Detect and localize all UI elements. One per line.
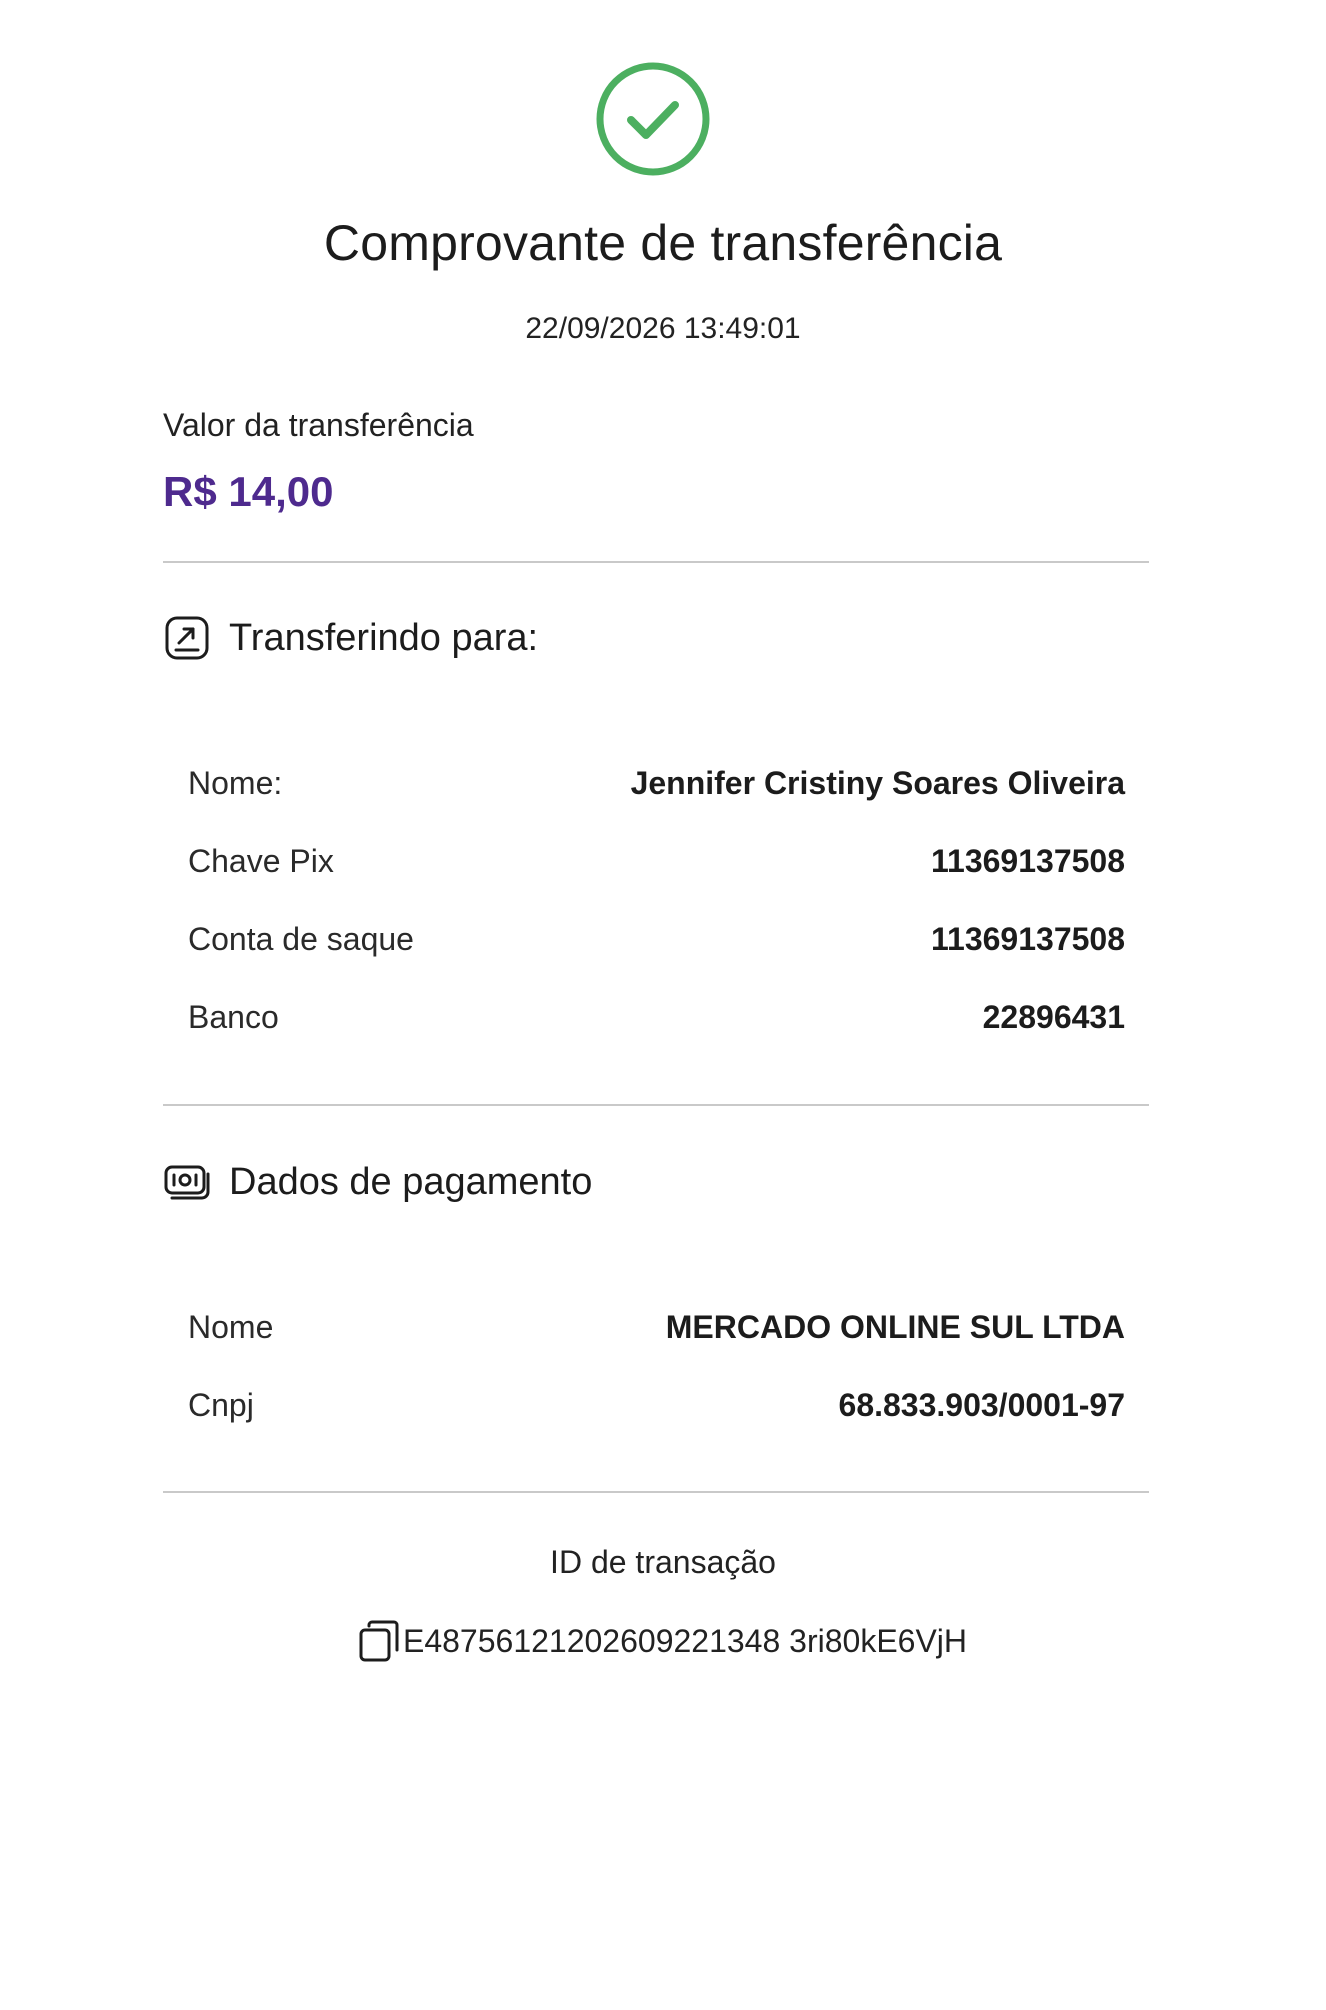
recipient-row-bank (188, 995, 1125, 1039)
arrow-up-right-icon (163, 614, 211, 662)
recipient-row-name (188, 761, 1125, 805)
row-key: Conta de saque (188, 920, 414, 957)
row-key: Chave Pix (188, 842, 334, 879)
amount-value: R$ 14,00 (163, 468, 334, 515)
payment-row-name (188, 1305, 1125, 1349)
transaction-id-value: E48756121202609221348 3ri80kE6VjH (402, 1622, 968, 1659)
transaction-id-row (0, 1620, 1326, 1662)
row-value: 22896431 (982, 998, 1125, 1035)
divider (163, 1491, 1149, 1493)
payment-row-cnpj (188, 1383, 1125, 1427)
recipient-section-title: Transferindo para: (229, 616, 539, 659)
row-key: Banco (188, 998, 279, 1035)
payment-section-header (163, 1157, 592, 1207)
payment-section-title: Dados de pagamento (229, 1160, 593, 1203)
recipient-section-header (163, 613, 538, 663)
row-key: Nome: (188, 764, 283, 801)
row-value: 11369137508 (931, 842, 1125, 879)
recipient-row-account (188, 917, 1125, 961)
check-circle-icon (595, 61, 711, 177)
row-value: 68.833.903/0001-97 (838, 1386, 1125, 1423)
row-key: Nome (188, 1308, 274, 1345)
row-value: MERCADO ONLINE SUL LTDA (665, 1308, 1125, 1345)
amount-label: Valor da transferência (163, 407, 474, 443)
money-bill-icon (163, 1158, 211, 1206)
row-value: Jennifer Cristiny Soares Oliveira (630, 764, 1125, 801)
copy-icon[interactable] (359, 1620, 399, 1662)
divider (163, 561, 1149, 563)
page-title: Comprovante de transferência (323, 215, 1003, 271)
row-value: 11369137508 (931, 920, 1125, 957)
row-key: Cnpj (188, 1386, 254, 1423)
transaction-id-label: ID de transação (550, 1544, 776, 1580)
recipient-row-pix-key (188, 839, 1125, 883)
transfer-datetime: 22/09/2026 13:49:01 (525, 312, 801, 345)
divider (163, 1104, 1149, 1106)
